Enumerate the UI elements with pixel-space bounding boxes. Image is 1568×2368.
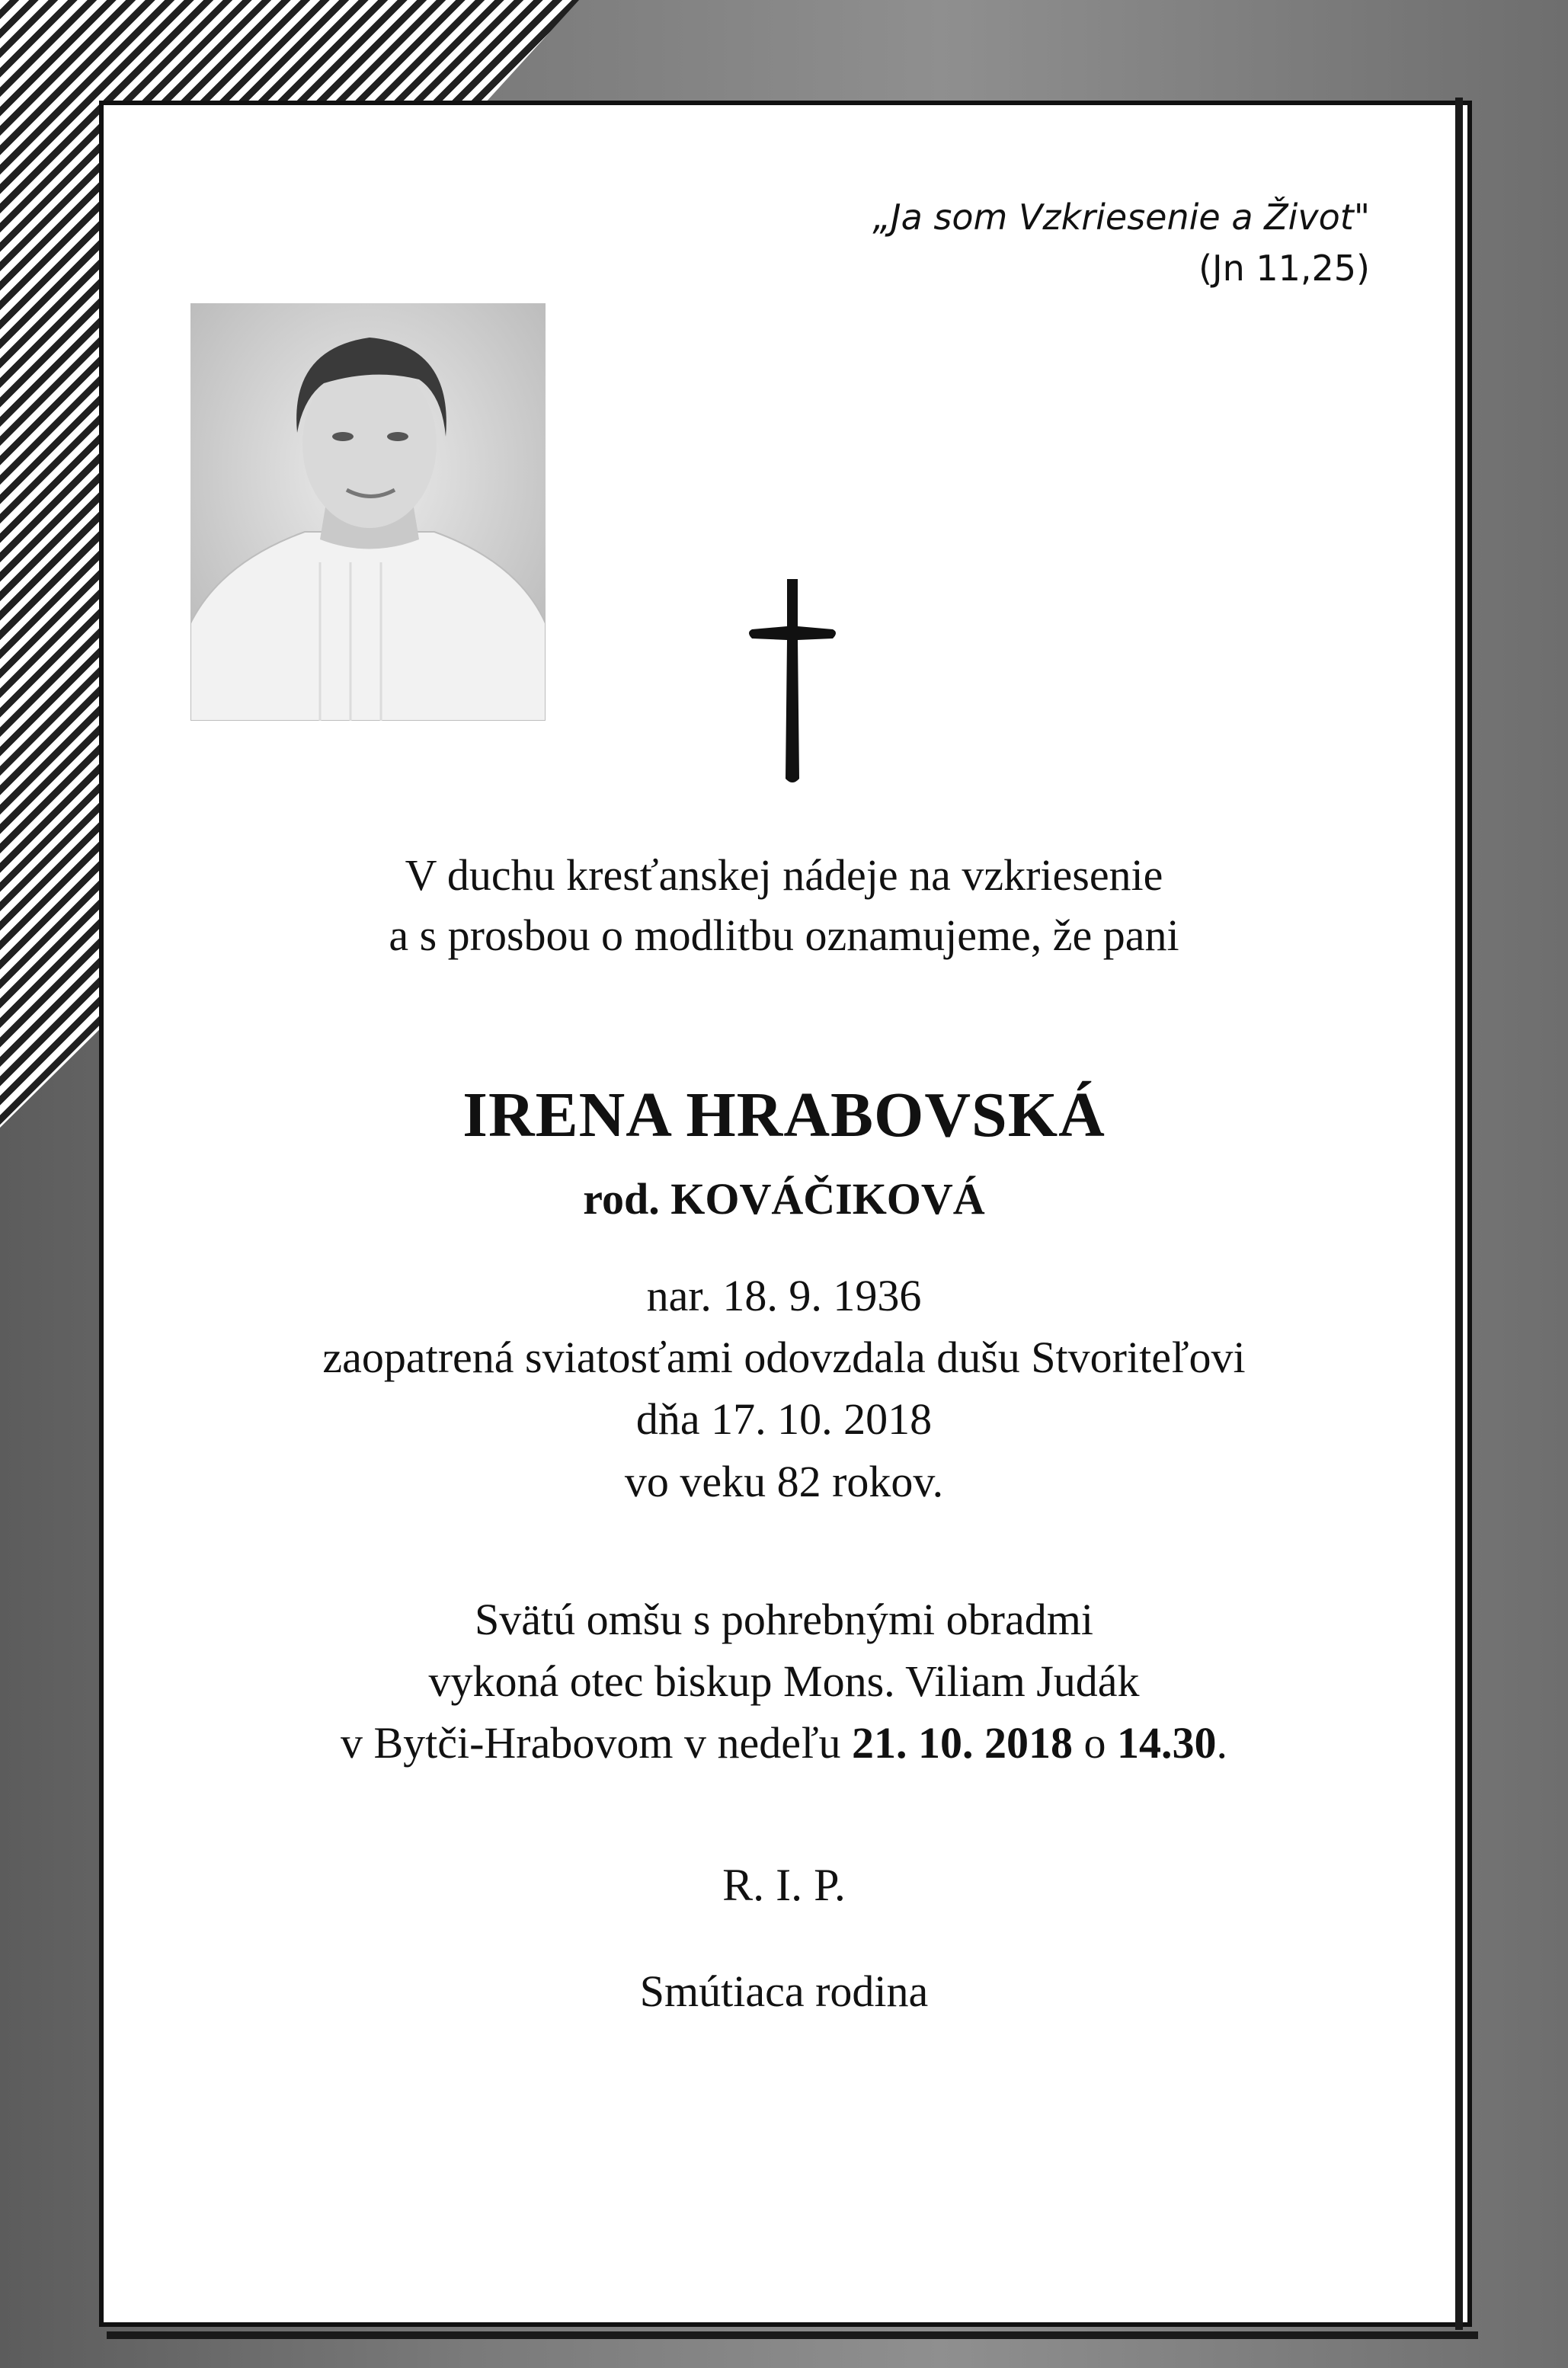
intro-text bbox=[113, 846, 1455, 966]
hatched-border-left bbox=[0, 0, 114, 1128]
mass-time: 14.30 bbox=[1117, 1718, 1217, 1768]
age-line: vo veku 82 rokov. bbox=[624, 1456, 944, 1506]
quote-reference: (Jn 11,25) bbox=[1198, 247, 1370, 289]
family-signature: Smútiaca rodina bbox=[639, 1966, 929, 2016]
life-details bbox=[113, 1265, 1455, 1512]
birth-date: nar. 18. 9. 1936 bbox=[646, 1271, 922, 1320]
portrait-image bbox=[190, 303, 546, 721]
mass-line-1: Svätú omšu s pohrebnými obradmi bbox=[475, 1595, 1093, 1644]
sacraments-line: zaopatrená sviatosťami odovzdala dušu Stvoriteľovi bbox=[322, 1333, 1246, 1383]
bible-quote bbox=[872, 192, 1370, 293]
mass-connector: o bbox=[1073, 1718, 1118, 1768]
rip-text: R. I. P. bbox=[722, 1860, 846, 1910]
cross-icon bbox=[743, 579, 842, 785]
funeral-mass-info bbox=[113, 1589, 1455, 1774]
death-date: dňa 17. 10. 2018 bbox=[635, 1394, 933, 1445]
maiden-name: rod. KOVÁČIKOVÁ bbox=[583, 1174, 985, 1224]
mass-date: 21. 10. 2018 bbox=[852, 1718, 1074, 1768]
mass-place: v Bytči-Hrabovom v nedeľu bbox=[340, 1718, 853, 1768]
quote-text: „Ja som Vzkriesenie a Život" bbox=[872, 197, 1370, 238]
mass-line-2: vykoná otec biskup Mons. Viliam Judák bbox=[428, 1656, 1140, 1707]
intro-line-1: V duchu kresťanskej nádeje na vzkriesenie bbox=[405, 850, 1163, 900]
mass-line-3 bbox=[113, 1712, 1455, 1774]
mass-end: . bbox=[1216, 1718, 1228, 1768]
right-rule bbox=[1455, 98, 1463, 2330]
intro-line-2: a s prosbou o modlitbu oznamujeme, že pani bbox=[389, 910, 1179, 960]
deceased-name: IRENA HRABOVSKÁ bbox=[462, 1080, 1106, 1150]
portrait-photo bbox=[190, 303, 546, 721]
bottom-rule bbox=[107, 2331, 1478, 2339]
